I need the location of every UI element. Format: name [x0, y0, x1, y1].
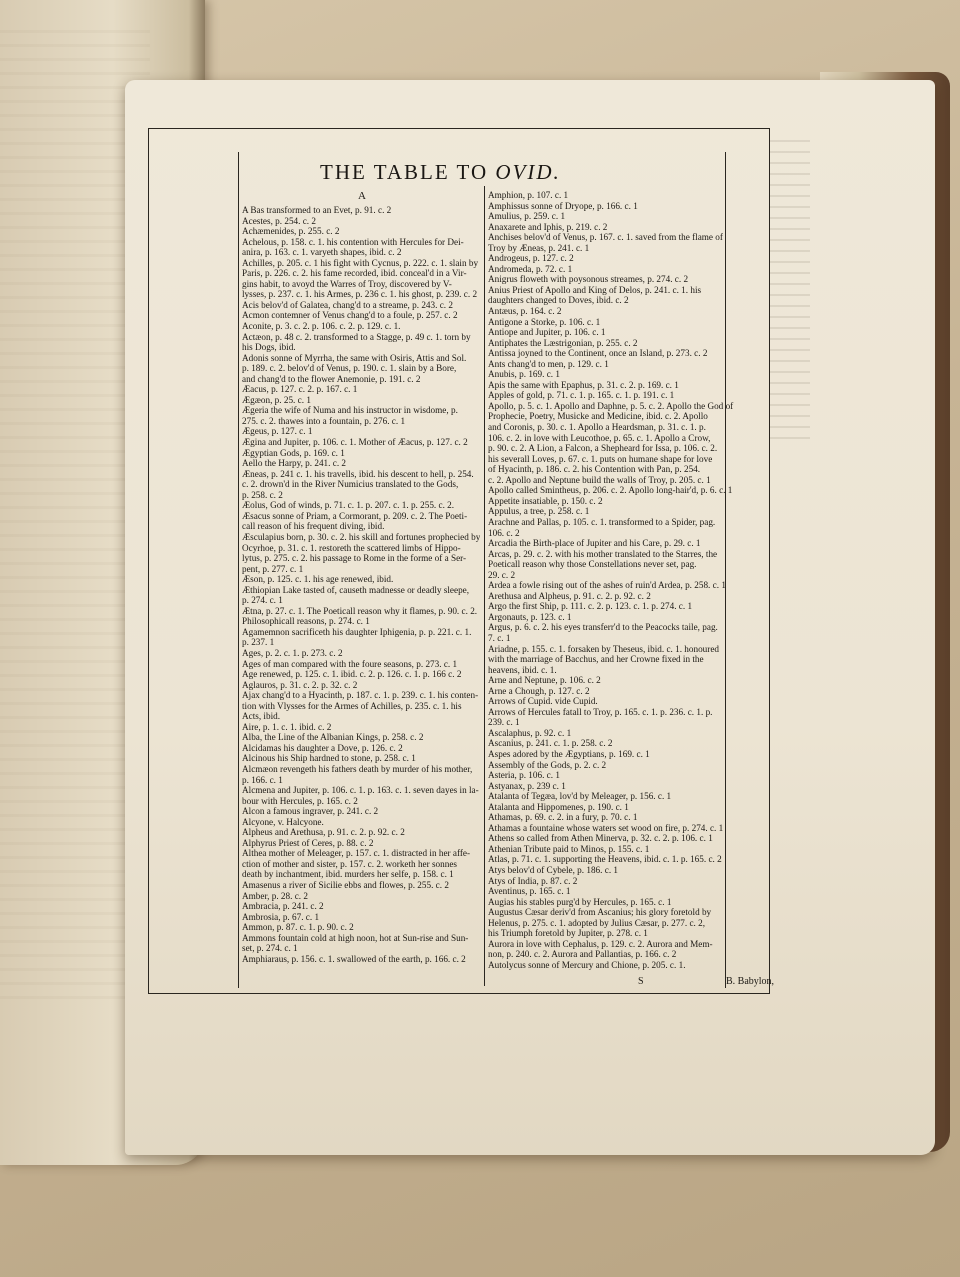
index-entry: Atys belov'd of Cybele, p. 186. c. 1 [488, 865, 619, 875]
index-entry: Argonauts, p. 123. c. 1 [488, 611, 572, 622]
index-entry: Ætna, p. 27. c. 1. The Poeticall reason why it flames, p. 90. c. 2. [242, 605, 478, 616]
index-entry: 29. c. 2 [488, 569, 516, 580]
index-entry: Acis belov'd of Galatea, chang'd to a streame, p. 243. c. 2 [242, 299, 453, 310]
index-entry: p. 237. 1 [242, 637, 275, 648]
index-entry: Anigrus floweth with poysonous streames, p. 274. c. 2 [488, 274, 689, 285]
index-entry: Arcas, p. 29. c. 2. with his mother translated to the Starres, the [488, 548, 718, 559]
index-entry: Asteria, p. 106. c. 1 [488, 770, 560, 781]
index-entry: Æolus, God of winds, p. 71. c. 1. p. 207. c. 1. p. 255. c. 2. [242, 500, 455, 511]
index-entry: Autolycus sonne of Mercury and Chione, p. 205. c. 1. [488, 959, 686, 970]
index-entry: Augustus Cæsar deriv'd from Ascanius; his glory foretold by [488, 907, 712, 918]
margin-bleed-through [770, 140, 810, 440]
column-divider [484, 186, 485, 986]
index-entry: Alpheus and Arethusa, p. 91. c. 2. p. 92. c. 2 [242, 827, 405, 838]
index-entry: Aspes adored by the Ægyptians, p. 169. c. 1 [488, 748, 650, 759]
title-main: THE TABLE TO [320, 160, 489, 184]
index-entry: Althea mother of Meleager, p. 157. c. 1. distracted in her affe- [242, 848, 471, 859]
index-entry: Alcinous his Ship hardned to stone, p. 258. c. 1 [242, 753, 416, 764]
index-entry: Athamas a fountaine whose waters set wood on fire, p. 274. c. 1 [488, 822, 724, 833]
index-entry: Ambracia, p. 241. c. 2 [242, 901, 324, 912]
index-entry: his Dogs, ibid. [242, 342, 296, 353]
index-entry: 275. c. 2. thawes into a fountain, p. 276. c. 1 [242, 415, 406, 426]
index-entry: Æacus, p. 127. c. 2. p. 167. c. 1 [242, 384, 358, 395]
index-entry: Anius Priest of Apollo and King of Delos, p. 241. c. 1. his [488, 284, 702, 295]
index-entry: 239. c. 1 [488, 717, 520, 728]
index-entry: Amphion, p. 107. c. 1 [488, 190, 569, 200]
index-entry: Amasenus a river of Sicilie ebbs and flowes, p. 255. c. 2 [242, 880, 449, 890]
index-entry: 106. c. 2 [488, 527, 520, 538]
index-entry: Antigone a Storke, p. 106. c. 1 [488, 316, 601, 327]
index-entry: Alcon a famous ingraver, p. 241. c. 2 [242, 806, 379, 817]
index-entry: call reason of his frequent diving, ibid. [242, 521, 385, 532]
index-entry: death by inchantment, ibid. murders her selfe, p. 158. c. 1 [242, 869, 454, 880]
index-entry: Apis the same with Epaphus, p. 31. c. 2. p. 169. c. 1 [488, 379, 679, 390]
index-entry: Androgeus, p. 127. c. 2 [488, 253, 574, 264]
index-entry: Amphissus sonne of Dryope, p. 166. c. 1 [488, 200, 638, 211]
index-entry: Amphiaraus, p. 156. c. 1. swallowed of the earth, p. 166. c. 2 [242, 953, 466, 964]
index-entry: Agamemnon sacrificeth his daughter Iphigenia, p. p. 221. c. 1. [242, 626, 472, 637]
index-entry: Aello the Harpy, p. 241. c. 2 [242, 458, 347, 469]
index-entry: Adonis sonne of Myrrha, the same with Osiris, Attis and Sol. [242, 352, 467, 363]
index-entry: p. 166. c. 1 [242, 774, 283, 785]
index-entry: Antiphates the Læstrigonian, p. 255. c. 2 [488, 337, 638, 348]
index-entry: Acmon contemner of Venus chang'd to a foule, p. 257. c. 2 [242, 310, 458, 321]
index-entry: Paris, p. 226. c. 2. his fame recorded, ibid. conceal'd in a Vir- [242, 268, 467, 279]
index-entry: Athamas, p. 69. c. 2. in a fury, p. 70. c. 1 [488, 812, 638, 823]
index-entry: Appulus, a tree, p. 258. c. 1 [488, 506, 590, 517]
index-entry: lysses, p. 237. c. 1. his Armes, p. 236 c. 1. his ghost, p. 239. c. 2 [242, 289, 478, 300]
index-entry: Atalanta and Hippomenes, p. 190. c. 1 [488, 801, 629, 812]
index-entry: Ambrosia, p. 67. c. 1 [242, 911, 320, 922]
index-entry: tion with Vlysses for the Armes of Achilles, p. 235. c. 1. his [242, 700, 462, 711]
index-entry: Apollo called Smintheus, p. 206. c. 2. Apollo long-hair'd, p. 6. c. 1 [488, 485, 733, 496]
index-entry: non, p. 240. c. 2. Aurora and Pallantias, p. 166. c. 2 [488, 949, 677, 960]
index-entry: Arne and Neptune, p. 106. c. 2 [488, 675, 601, 686]
index-entry: p. 274. c. 1 [242, 595, 283, 606]
index-entry: Apollo, p. 5. c. 1. Apollo and Daphne, p. 5. c. 2. Apollo the God of [488, 400, 734, 411]
index-entry: Alcyone, v. Halcyone. [242, 816, 324, 827]
catchword: B. Babylon, [726, 976, 775, 987]
index-entry: Prophecie, Poetry, Musicke and Medicine, ibid. c. 2. Apollo [488, 411, 708, 422]
index-entry: A Bas transformed to an Evet, p. 91. c. 2 [242, 205, 392, 215]
index-entry: Ajax chang'd to a Hyacinth, p. 187. c. 1. p. 239. c. 1. his conten- [242, 690, 479, 701]
index-entry: ction of mother and sister, p. 157. c. 2. worketh her sonnes [242, 858, 457, 869]
page-title [320, 160, 650, 188]
index-entry: Anaxarete and Iphis, p. 219. c. 2 [488, 221, 608, 232]
index-entry: 7. c. 1 [488, 632, 511, 643]
index-entry: Arethusa and Alpheus, p. 91. c. 2. p. 92. c. 2 [488, 590, 651, 601]
index-entry: Apples of gold, p. 71. c. 1. p. 165. c. 1. p. 191. c. 1 [488, 390, 675, 401]
index-entry: Anchises belov'd of Venus, p. 167. c. 1. saved from the flame of [488, 232, 723, 243]
index-entry: Arachne and Pallas, p. 105. c. 1. transformed to a Spider, pag. [488, 516, 716, 527]
index-entry: Arne a Chough, p. 127. c. 2 [488, 685, 590, 696]
index-entry: p. 258. c. 2 [242, 489, 283, 500]
index-entry: Troy by Æneas, p. 241. c. 1 [488, 242, 590, 253]
index-entry: Aire, p. 1. c. 1. ibid. c. 2 [242, 721, 332, 732]
index-entry: pent, p. 277. c. 1 [242, 563, 304, 574]
index-entry: Amulius, p. 259. c. 1 [488, 211, 566, 222]
index-entry: c. 2. drown'd in the River Numicius translated to the Gods, [242, 479, 459, 490]
index-entry: Æthiopian Lake tasted of, causeth madnesse or deadly sleepe, [242, 584, 470, 595]
index-entry: Alcmæon revengeth his fathers death by murder of his mother, [242, 763, 473, 774]
index-entry: with the marriage of Bacchus, and her Crowne fixed in the [488, 654, 704, 665]
index-entry: Augias his stables purg'd by Hercules, p. 165. c. 1 [488, 896, 672, 907]
index-entry: c. 2. Apollo and Neptune build the walls of Troy, p. 205. c. 1 [488, 474, 711, 485]
index-entry: Alcidamas his daughter a Dove, p. 126. c. 2 [242, 742, 403, 753]
index-entry: Anubis, p. 169. c. 1 [488, 369, 560, 380]
index-entry: Ægæon, p. 25. c. 1 [242, 394, 311, 405]
index-entry: Assembly of the Gods, p. 2. c. 2 [488, 759, 607, 770]
index-entry: Æsacus sonne of Priam, a Cormorant, p. 209. c. 2. The Poeti- [242, 510, 468, 521]
signature-mark: S [638, 976, 644, 987]
index-entry: and chang'd to the flower Anemonie, p. 191. c. 2 [242, 373, 421, 384]
index-entry: Ægeus, p. 127. c. 1 [242, 426, 313, 437]
index-entry: Arcadia the Birth-place of Jupiter and his Care, p. 29. c. 1 [488, 538, 701, 549]
index-entry: Alba, the Line of the Albanian Kings, p. 258. c. 2 [242, 732, 424, 743]
index-entry: his Triumph foretold by Jupiter, p. 278. c. 1 [488, 928, 648, 939]
index-entry: Age renewed, p. 125. c. 1. ibid. c. 2. p. 126. c. 1. p. 166 c. 2 [242, 669, 462, 680]
index-entry: Atlas, p. 71. c. 1. supporting the Heavens, ibid. c. 1. p. 165. c. 2 [488, 854, 722, 865]
index-entry: p. 189. c. 2. belov'd of Venus, p. 190. c. 1. slain by a Bore, [242, 363, 457, 374]
index-entry: Andromeda, p. 72. c. 1 [488, 263, 573, 274]
index-entry: lytus, p. 275. c. 2. his passage to Rome in the forme of a Ser- [242, 553, 467, 564]
index-entry: Ants chang'd to men, p. 129. c. 1 [488, 358, 609, 369]
index-entry: Philosophicall reasons, p. 274. c. 1 [242, 616, 370, 627]
index-entry: Ascalaphus, p. 92. c. 1 [488, 727, 572, 738]
index-entry: Aconite, p. 3. c. 2. p. 106. c. 2. p. 129. c. 1. [242, 321, 401, 332]
index-entry: Achelous, p. 158. c. 1. his contention with Hercules for Dei- [242, 236, 464, 247]
index-entry: Achilles, p. 205. c. 1 his fight with Cycnus, p. 222. c. 1. slain by [242, 257, 479, 268]
index-entry: and Coronis, p. 30. c. 1. Apollo a Heardsman, p. 31. c. 1. p. [488, 422, 706, 433]
index-entry: Acts, ibid. [242, 711, 281, 722]
index-entry: Ægyptian Gods, p. 169. c. 1 [242, 447, 345, 458]
index-entry: Acestes, p. 254. c. 2 [242, 215, 316, 226]
index-entry: his severall Loves, p. 67. c. 1. puts on humane shape for love [488, 453, 713, 464]
index-entry: Ægina and Jupiter, p. 106. c. 1. Mother of Æacus, p. 127. c. 2 [242, 437, 468, 448]
index-entry: Æsculapius born, p. 30. c. 2. his skill and fortunes prophecied by [242, 531, 480, 542]
index-entry: of Hyacinth, p. 186. c. 2. his Contention with Pan, p. 254. [488, 464, 701, 475]
index-column-left [242, 205, 480, 964]
index-entry: Arrows of Cupid. vide Cupid. [488, 696, 598, 707]
index-entry: Atalanta of Tegæa, lov'd by Meleager, p. 156. c. 1 [488, 791, 672, 802]
index-entry: Argus, p. 6. c. 2. his eyes transferr'd to the Peacocks taile, pag. [488, 622, 718, 633]
index-entry: Appetite insatiable, p. 150. c. 2 [488, 495, 603, 506]
index-entry: Ascanius, p. 241. c. 1. p. 258. c. 2 [488, 738, 613, 749]
index-entry: Aurora in love with Cephalus, p. 129. c. 2. Aurora and Mem- [488, 938, 713, 949]
section-letter: A [358, 190, 366, 202]
index-entry: Athens so called from Athen Minerva, p. 32. c. 2. p. 106. c. 1 [488, 833, 713, 844]
index-entry: Aventinus, p. 165. c. 1 [488, 886, 571, 897]
index-entry: heavens, ibid. c. 1. [488, 664, 557, 675]
index-entry: Ammons fountain cold at high noon, hot at Sun-rise and Sun- [242, 932, 469, 943]
index-entry: Antiope and Jupiter, p. 106. c. 1 [488, 327, 606, 338]
index-entry: Amber, p. 28. c. 2 [242, 890, 308, 901]
index-entry: gins habit, to avoyd the Warres of Troy, discovered by V- [242, 278, 452, 289]
index-entry: Poeticall reason why those Constellations never set, pag. [488, 559, 697, 570]
index-entry: Alphyrus Priest of Ceres, p. 88. c. 2 [242, 837, 374, 848]
index-entry: Ages, p. 2. c. 1. p. 273. c. 2 [242, 647, 343, 658]
index-entry: p. 90. c. 2. A Lion, a Falcon, a Shepheard for Issa, p. 106. c. 2. [488, 443, 718, 454]
index-entry: Æson, p. 125. c. 1. his age renewed, ibid. [242, 574, 394, 585]
index-entry: Ariadne, p. 155. c. 1. forsaken by Theseus, ibid. c. 1. honoured [488, 643, 719, 654]
index-column-right [488, 190, 768, 970]
index-entry: Ages of man compared with the foure seasons, p. 273. c. 1 [242, 658, 458, 669]
index-entry: Astyanax, p. 239 c. 1 [488, 780, 566, 791]
index-entry: Ægeria the wife of Numa and his instructor in wisdome, p. [242, 405, 458, 416]
index-entry: anira, p. 163. c. 1. varyeth shapes, ibid. c. 2 [242, 247, 402, 258]
index-entry: Ammon, p. 87. c. 1. p. 90. c. 2 [242, 922, 354, 933]
index-entry: Alcmena and Jupiter, p. 106. c. 1. p. 163. c. 1. seven dayes in la- [242, 785, 479, 796]
index-entry: daughters changed to Doves, ibid. c. 2 [488, 295, 629, 306]
title-ovid: OVID. [495, 160, 561, 184]
index-entry: Antissa joyned to the Continent, once an Island, p. 273. c. 2 [488, 348, 708, 359]
index-entry: Ardea a fowle rising out of the ashes of ruin'd Ardea, p. 258. c. 1 [488, 580, 726, 591]
index-entry: Ocyrhoe, p. 31. c. 1. restoreth the scattered limbs of Hippo- [242, 542, 461, 553]
index-entry: Æneas, p. 241 c. 1. his travells, ibid. his descent to hell, p. 254. [242, 468, 474, 479]
index-entry: Antæus, p. 164. c. 2 [488, 306, 562, 317]
index-entry: Actæon, p. 48 c. 2. transformed to a Stagge, p. 49 c. 1. torn by [242, 331, 471, 342]
index-entry: Arrows of Hercules fatall to Troy, p. 165. c. 1. p. 236. c. 1. p. [488, 706, 713, 717]
index-entry: Athenian Tribute paid to Minos, p. 155. c. 1 [488, 843, 650, 854]
index-entry: Atys of India, p. 87. c. 2 [488, 875, 578, 886]
index-entry: set, p. 274. c. 1 [242, 943, 298, 954]
index-entry: Aglauros, p. 31. c. 2. p. 32. c. 2 [242, 679, 358, 690]
index-entry: bour with Hercules, p. 165. c. 2 [242, 795, 358, 806]
index-entry: Achæmenides, p. 255. c. 2 [242, 226, 340, 237]
index-entry: Argo the first Ship, p. 111. c. 2. p. 123. c. 1. p. 274. c. 1 [488, 601, 693, 612]
index-entry: Helenus, p. 275. c. 1. adopted by Julius Cæsar, p. 277. c. 2, [488, 917, 706, 928]
index-entry: 106. c. 2. in love with Leucothoe, p. 65. c. 1. Apollo a Crow, [488, 432, 711, 443]
